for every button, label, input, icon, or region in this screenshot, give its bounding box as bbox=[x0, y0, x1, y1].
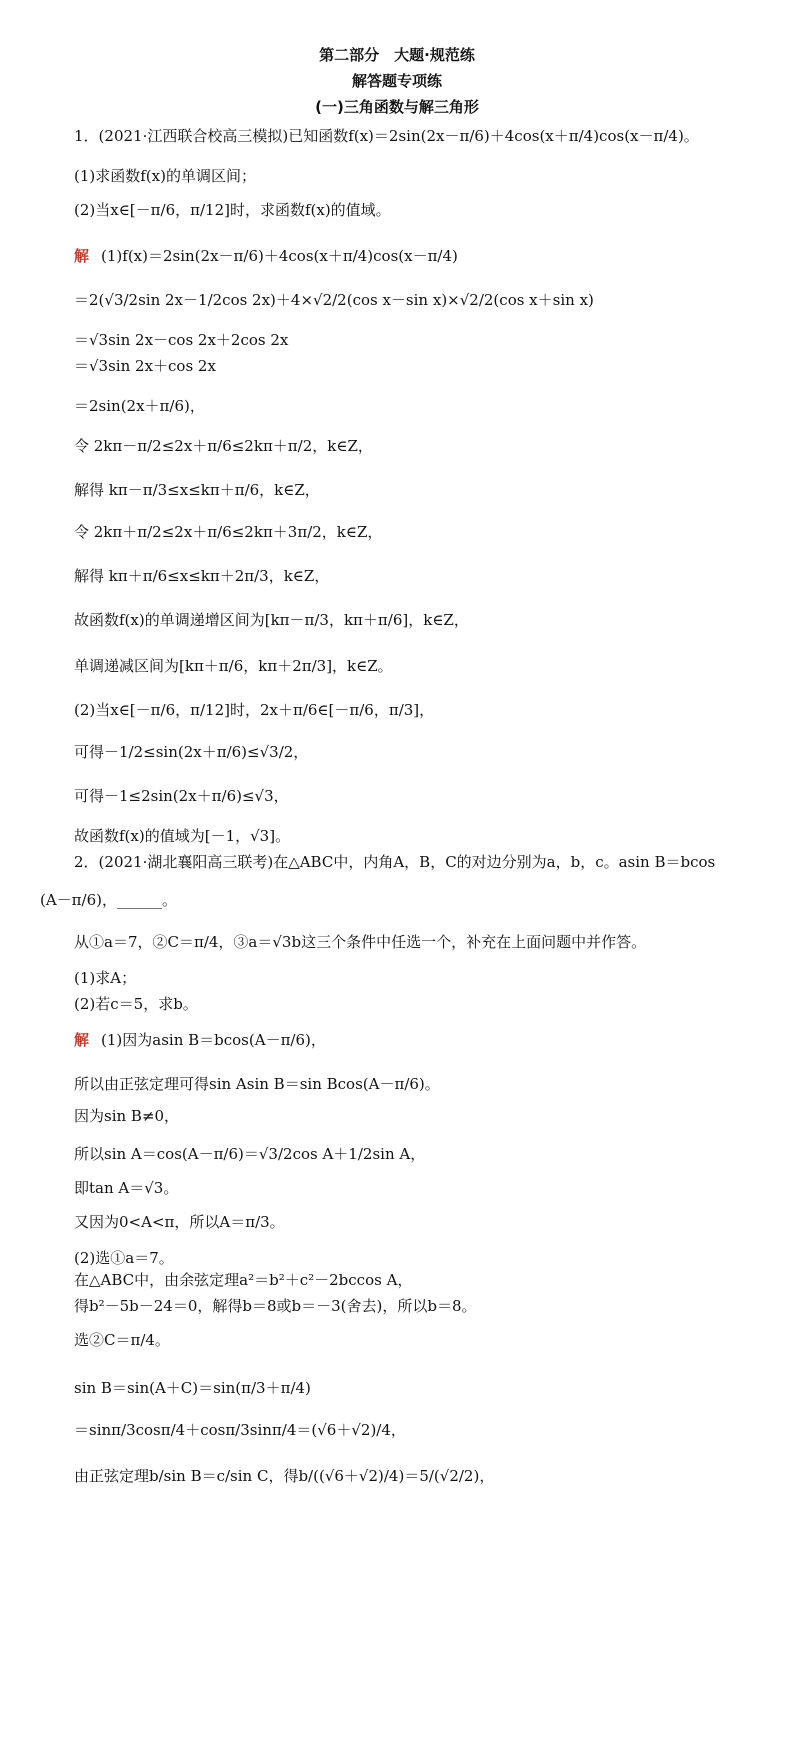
line-text: 即tan A＝√3。 bbox=[74, 1179, 179, 1197]
line-text: sin B＝sin(A＋C)＝sin(π/3＋π/4) bbox=[74, 1379, 311, 1397]
text-line bbox=[74, 1378, 776, 1398]
text-line bbox=[74, 852, 776, 872]
solution-marker: 解 bbox=[74, 1031, 90, 1049]
line-text: ＝√3sin 2x＋cos 2x bbox=[74, 357, 216, 375]
line-text: (1)求函数f(x)的单调区间； bbox=[74, 167, 256, 185]
line-text: 令 2kπ－π/2≤2x＋π/6≤2kπ＋π/2，k∈Z， bbox=[74, 437, 373, 455]
text-line bbox=[74, 566, 776, 586]
text-line bbox=[74, 166, 776, 186]
line-text: (1)f(x)＝2sin(2x－π/6)＋4cos(x＋π/4)cos(x－π/4) bbox=[101, 247, 458, 265]
text-line bbox=[74, 1106, 776, 1126]
text-line bbox=[74, 932, 776, 952]
text-line bbox=[74, 200, 776, 220]
text-line bbox=[74, 1248, 776, 1268]
text-line bbox=[74, 1212, 776, 1232]
line-text: 令 2kπ＋π/2≤2x＋π/6≤2kπ＋3π/2，k∈Z， bbox=[74, 523, 383, 541]
text-line bbox=[74, 1178, 776, 1198]
text-line bbox=[74, 522, 776, 542]
line-text: (A－π/6)，______。 bbox=[40, 891, 177, 909]
line-text: 所以sin A＝cos(A－π/6)＝√3/2cos A＋1/2sin A， bbox=[74, 1145, 426, 1163]
line-text: (1)求A； bbox=[74, 969, 137, 987]
line-text: 故函数f(x)的单调递增区间为[kπ－π/3，kπ＋π/6]，k∈Z， bbox=[74, 611, 469, 629]
line-text: 由正弦定理b/sin B＝c/sin C，得b/((√6＋√2)/4)＝5/(√2/2)， bbox=[74, 1467, 495, 1485]
line-text: 解得 kπ－π/3≤x≤kπ＋π/6，k∈Z， bbox=[74, 481, 320, 499]
line-text: 故函数f(x)的值域为[－1，√3]。 bbox=[74, 827, 291, 845]
text-line bbox=[40, 890, 776, 910]
line-text: (2)当x∈[－π/6，π/12]时，2x＋π/6∈[－π/6，π/3]， bbox=[74, 701, 435, 719]
line-text: 可得－1≤2sin(2x＋π/6)≤√3， bbox=[74, 787, 289, 805]
text-line bbox=[74, 356, 776, 376]
text-line bbox=[74, 290, 776, 310]
text-line bbox=[74, 480, 776, 500]
line-text: 所以由正弦定理可得sin Asin B＝sin Bcos(A－π/6)。 bbox=[74, 1075, 440, 1093]
topic-title: (一)三角函数与解三角形 bbox=[315, 98, 479, 116]
text-line bbox=[74, 826, 776, 846]
text-line bbox=[74, 786, 776, 806]
text-line bbox=[74, 436, 776, 456]
line-text: ＝sinπ/3cosπ/4＋cosπ/3sinπ/4＝(√6＋√2)/4， bbox=[74, 1421, 406, 1439]
text-line bbox=[74, 1030, 776, 1050]
text-line bbox=[74, 1074, 776, 1094]
line-text: 2．(2021·湖北襄阳高三联考)在△ABC中，内角A，B，C的对边分别为a，b，c。asin B＝bcos bbox=[74, 853, 716, 871]
text-line bbox=[74, 1144, 776, 1164]
line-text: ＝2(√3/2sin 2x－1/2cos 2x)＋4×√2/2(cos x－sin x)×√2/2(cos x＋sin x) bbox=[74, 291, 594, 309]
text-line bbox=[74, 968, 776, 988]
line-text: ＝2sin(2x＋π/6)， bbox=[74, 397, 205, 415]
line-text: 得b²－5b－24＝0，解得b＝8或b＝－3(舍去)，所以b＝8。 bbox=[74, 1297, 477, 1315]
solution-marker: 解 bbox=[74, 247, 90, 265]
line-text: (1)因为asin B＝bcos(A－π/6)， bbox=[101, 1031, 326, 1049]
text-line bbox=[74, 396, 776, 416]
text-line bbox=[74, 1270, 776, 1290]
line-text: 在△ABC中，由余弦定理a²＝b²＋c²－2bccos A， bbox=[74, 1271, 413, 1289]
line-text: 选②C＝π/4。 bbox=[74, 1331, 170, 1349]
line-text: 单调递减区间为[kπ＋π/6，kπ＋2π/3]，k∈Z。 bbox=[74, 657, 393, 675]
text-line bbox=[74, 1296, 776, 1316]
line-text: 又因为0<A<π，所以A＝π/3。 bbox=[74, 1213, 285, 1231]
text-line bbox=[74, 1466, 776, 1486]
text-line bbox=[74, 1420, 776, 1440]
text-line bbox=[74, 656, 776, 676]
line-text: ＝√3sin 2x－cos 2x＋2cos 2x bbox=[74, 331, 289, 349]
section-title: 解答题专项练 bbox=[351, 72, 442, 90]
line-text: (2)当x∈[－π/6，π/12]时，求函数f(x)的值域。 bbox=[74, 201, 391, 219]
line-text: (2)若c＝5，求b。 bbox=[74, 995, 198, 1013]
text-line bbox=[74, 742, 776, 762]
text-line bbox=[74, 610, 776, 630]
line-text: 因为sin B≠0， bbox=[74, 1107, 180, 1125]
line-text: (2)选①a＝7。 bbox=[74, 1249, 174, 1267]
text-line bbox=[74, 246, 776, 266]
text-line bbox=[74, 994, 776, 1014]
header-section-wrap bbox=[0, 70, 794, 91]
text-line bbox=[74, 330, 776, 350]
text-line bbox=[74, 126, 776, 146]
line-text: 解得 kπ＋π/6≤x≤kπ＋2π/3，k∈Z， bbox=[74, 567, 330, 585]
line-text: 可得－1/2≤sin(2x＋π/6)≤√3/2， bbox=[74, 743, 309, 761]
line-text: 1．(2021·江西联合校高三模拟)已知函数f(x)＝2sin(2x－π/6)＋4cos(x＋π/4)cos(x－π/4)。 bbox=[74, 127, 699, 145]
header bbox=[0, 44, 794, 65]
text-line bbox=[74, 1330, 776, 1350]
text-line bbox=[74, 700, 776, 720]
line-text: 从①a＝7，②C＝π/4，③a＝√3b这三个条件中任选一个，补充在上面问题中并作答。 bbox=[74, 933, 647, 951]
header-topic-wrap bbox=[0, 96, 794, 117]
part-title: 第二部分 大题·规范练 bbox=[319, 46, 475, 64]
